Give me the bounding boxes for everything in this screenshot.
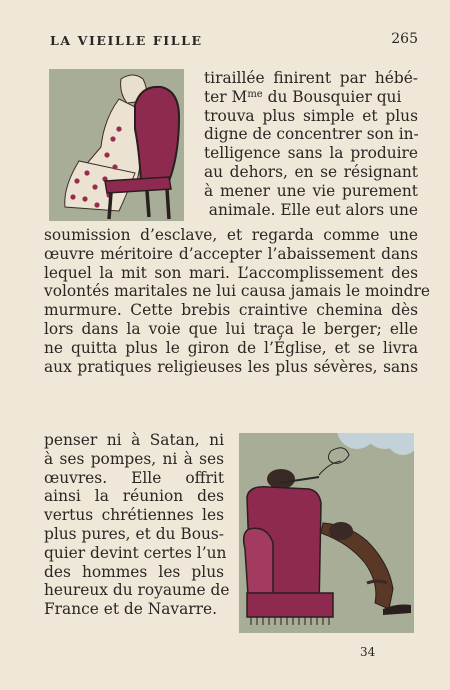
text-line: au dehors, en se résignant: [204, 162, 418, 181]
text-line: telligence sans la produire: [204, 144, 418, 163]
text-line: ne quitta plus le giron de l’Église, et se livra: [44, 338, 418, 357]
text-line: des hommes les plus: [44, 562, 224, 581]
text-line: vertus chrétiennes les: [44, 506, 224, 525]
text-fragment: du Bousquier qui: [262, 87, 402, 106]
running-title: LA VIEILLE FILLE: [50, 33, 203, 48]
text-line: aux pratiques religieuses les plus sévères, sans: [44, 357, 418, 376]
text-line: murmure. Cette brebis craintive chemina dès: [44, 301, 418, 320]
text-line: œuvres. Elle offrit: [44, 468, 224, 487]
text-block-middle: [44, 226, 430, 376]
text-line: penser ni à Satan, ni: [44, 431, 224, 449]
page-number: 265: [391, 31, 418, 47]
text-block-top: [204, 69, 418, 219]
text-fragment: ter M: [204, 87, 248, 106]
text-line: tiraillée finirent par hébé-: [204, 69, 418, 87]
text-line: œuvre méritoire d’accepter l’abaissement dans: [44, 244, 418, 263]
text-line: digne de concentrer son in-: [204, 125, 419, 144]
illustration-man-in-armchair: [239, 433, 414, 633]
text-line: soumission d’esclave, et regarda comme une: [44, 226, 418, 244]
text-line: ainsi la réunion des: [44, 487, 224, 506]
text-line: animale. Elle eut alors une: [208, 200, 418, 219]
text-line: à ses pompes, ni à ses: [44, 449, 224, 468]
signature-mark: 34: [360, 645, 376, 659]
illustration-woman-in-chair: [49, 69, 184, 221]
text-line: trouva plus simple et plus: [204, 106, 418, 125]
text-line: plus pures, et du Bous-: [44, 524, 224, 543]
text-line: heureux du royaume de: [44, 581, 230, 600]
text-line: lors dans la voie que lui traça le berger; elle: [44, 319, 418, 338]
text-block-bottom: [44, 431, 230, 619]
text-line: à mener une vie purement: [204, 181, 418, 200]
text-line: quier devint certes l’un: [44, 543, 227, 562]
text-line: France et de Navarre.: [44, 600, 218, 619]
text-line: lequel la mit son mari. L’accomplissement des: [44, 263, 418, 282]
text-line-with-title: [204, 88, 418, 107]
text-line: volontés maritales ne lui causa jamais le moindre: [44, 282, 430, 301]
superscript: me: [247, 88, 263, 100]
